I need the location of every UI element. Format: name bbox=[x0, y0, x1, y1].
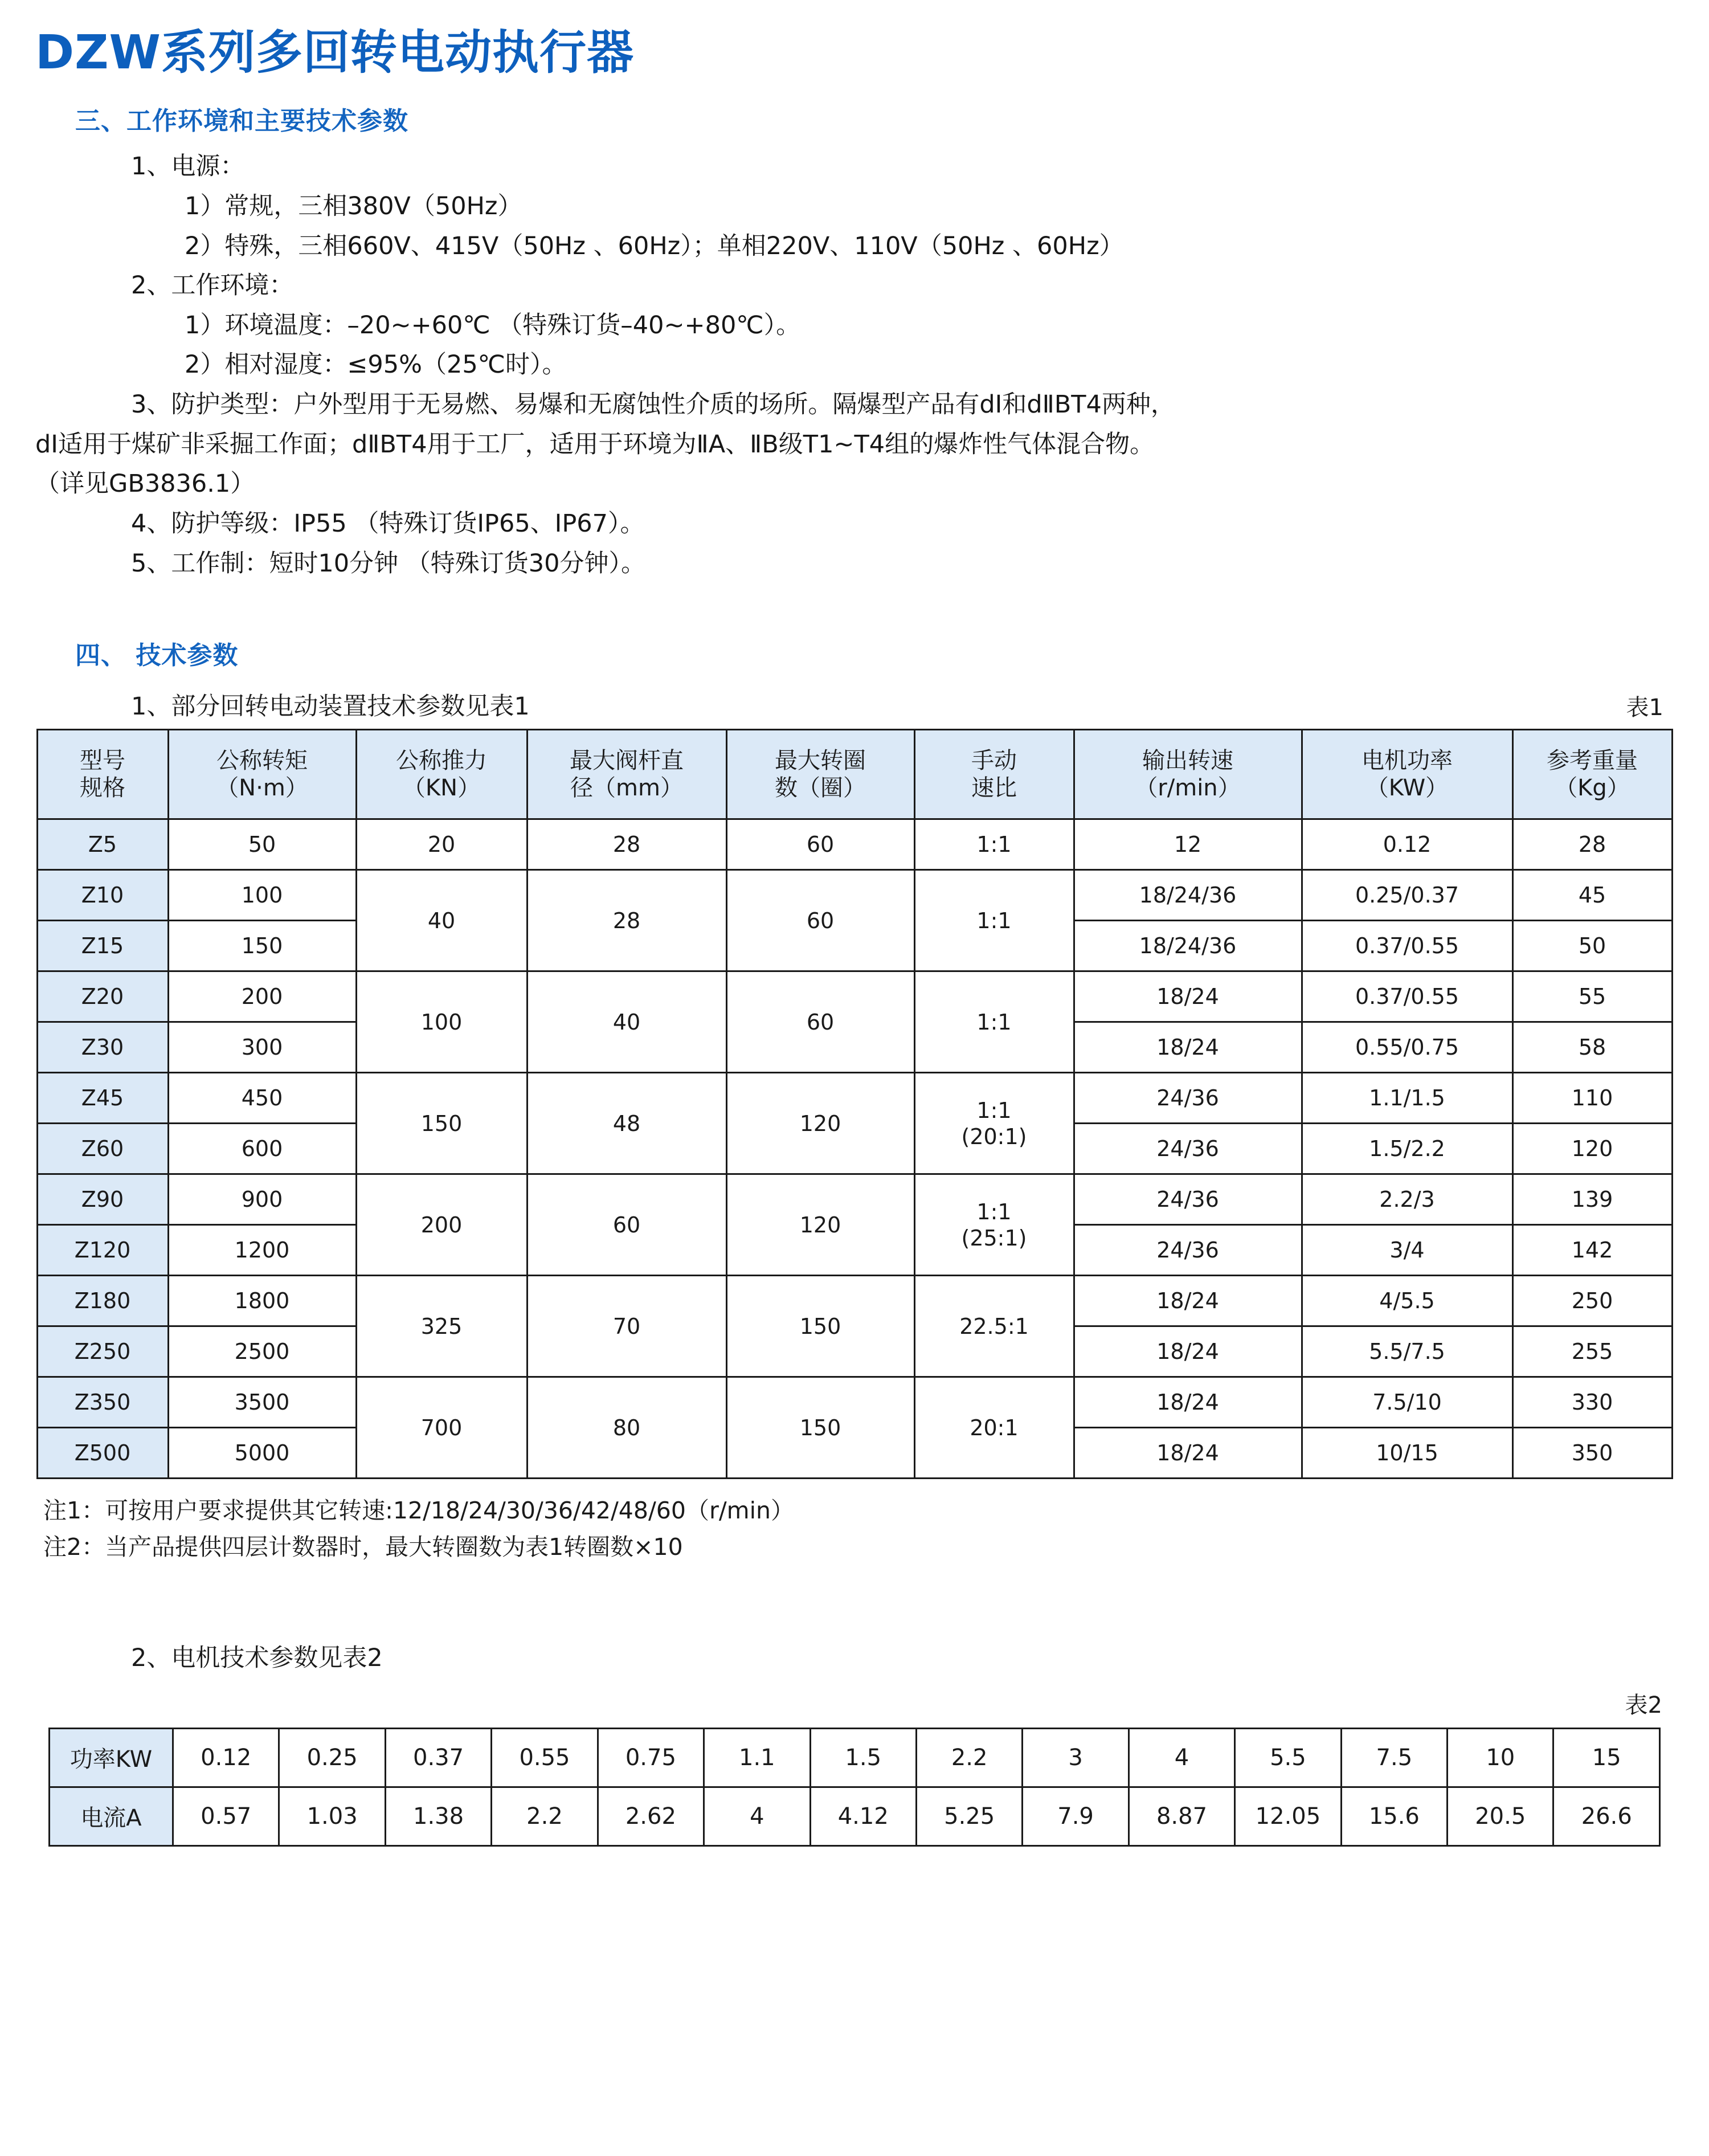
cell-motor-power-value: 15 bbox=[1553, 1728, 1660, 1787]
cell-motor-power: 0.12 bbox=[1302, 819, 1512, 870]
cell-motor-current-value: 20.5 bbox=[1448, 1787, 1553, 1845]
cell-manual-ratio: 1:1 (25:1) bbox=[914, 1174, 1074, 1276]
cell-manual-ratio: 1:1 bbox=[914, 971, 1074, 1073]
cell-torque: 3500 bbox=[168, 1377, 356, 1428]
cell-weight: 142 bbox=[1512, 1225, 1672, 1276]
section-heading-3: 三、工作环境和主要技术参数 bbox=[75, 107, 408, 136]
cell-max-turns: 60 bbox=[726, 971, 914, 1073]
cell-motor-power-value: 10 bbox=[1448, 1728, 1553, 1787]
cell-motor-power-value: 4 bbox=[1129, 1728, 1234, 1787]
relative-humidity: 2）相对湿度：≤95%（25℃时）。 bbox=[185, 350, 567, 379]
th-torque: 公称转矩 （N·m） bbox=[168, 730, 356, 819]
cell-stem-diameter: 28 bbox=[527, 870, 726, 971]
motor-table-2 bbox=[48, 1728, 1661, 1847]
protection-type-line2: dⅠ适用于煤矿非采掘工作面；dⅡBT4用于工厂，适用于环境为ⅡA、ⅡB级T1~T4组的爆炸性气体混合物。 bbox=[35, 430, 1155, 459]
cell-manual-ratio: 1:1 bbox=[914, 870, 1074, 971]
table-row bbox=[37, 971, 1672, 1022]
cell-weight: 45 bbox=[1512, 870, 1672, 921]
cell-motor-power: 10/15 bbox=[1302, 1428, 1512, 1479]
cell-motor-power-value: 5.5 bbox=[1235, 1728, 1341, 1787]
cell-motor-power-value: 0.37 bbox=[385, 1728, 491, 1787]
cell-motor-current-value: 4 bbox=[704, 1787, 810, 1845]
protection-grade: 4、防护等级：IP55 （特殊订货IP65、IP67）。 bbox=[131, 509, 645, 538]
motor-current-head: 电流A bbox=[50, 1787, 173, 1845]
motor-table-2-body bbox=[50, 1728, 1660, 1845]
cell-torque: 600 bbox=[168, 1124, 356, 1174]
cell-stem-diameter: 28 bbox=[527, 819, 726, 870]
cell-motor-power-value: 2.2 bbox=[916, 1728, 1022, 1787]
cell-motor-power-value: 3 bbox=[1023, 1728, 1129, 1787]
cell-thrust: 325 bbox=[356, 1276, 527, 1377]
table1-label: 表1 bbox=[1626, 695, 1663, 721]
power-supply-item: 1、电源： bbox=[131, 152, 245, 181]
cell-model: Z45 bbox=[37, 1073, 168, 1124]
cell-max-turns: 150 bbox=[726, 1276, 914, 1377]
th-thrust: 公称推力 （KN） bbox=[356, 730, 527, 819]
cell-thrust: 100 bbox=[356, 971, 527, 1073]
cell-weight: 55 bbox=[1512, 971, 1672, 1022]
cell-weight: 139 bbox=[1512, 1174, 1672, 1225]
table1-caption-row bbox=[35, 687, 1674, 722]
cell-output-speed: 18/24 bbox=[1074, 1428, 1302, 1479]
cell-torque: 2500 bbox=[168, 1326, 356, 1377]
protection-type-line1: 3、防护类型：户外型用于无易燃、易爆和无腐蚀性介质的场所。隔爆型产品有dⅠ和dⅡBT4两种， bbox=[131, 390, 1175, 419]
th-manual-ratio: 手动 速比 bbox=[914, 730, 1074, 819]
cell-torque: 1800 bbox=[168, 1276, 356, 1326]
cell-motor-current-value: 4.12 bbox=[810, 1787, 916, 1845]
cell-output-speed: 18/24/36 bbox=[1074, 870, 1302, 921]
cell-torque: 100 bbox=[168, 870, 356, 921]
cell-torque: 450 bbox=[168, 1073, 356, 1124]
table1-notes bbox=[35, 1493, 1674, 1565]
th-model: 型号 规格 bbox=[37, 730, 168, 819]
cell-output-speed: 24/36 bbox=[1074, 1174, 1302, 1225]
cell-weight: 28 bbox=[1512, 819, 1672, 870]
motor-current-row bbox=[50, 1787, 1660, 1845]
cell-motor-current-value: 1.38 bbox=[385, 1787, 491, 1845]
table-header-row bbox=[37, 730, 1672, 819]
section-heading-4: 四、 技术参数 bbox=[75, 641, 239, 671]
cell-motor-current-value: 2.2 bbox=[492, 1787, 598, 1845]
cell-motor-power-value: 1.5 bbox=[810, 1728, 916, 1787]
cell-motor-power: 7.5/10 bbox=[1302, 1377, 1512, 1428]
cell-max-turns: 150 bbox=[726, 1377, 914, 1479]
spec-table-1-body bbox=[37, 819, 1672, 1479]
cell-motor-power: 3/4 bbox=[1302, 1225, 1512, 1276]
duty-cycle: 5、工作制：短时10分钟 （特殊订货30分钟）。 bbox=[131, 549, 645, 578]
cell-model: Z60 bbox=[37, 1124, 168, 1174]
th-motor-power: 电机功率 （KW） bbox=[1302, 730, 1512, 819]
cell-thrust: 20 bbox=[356, 819, 527, 870]
cell-motor-current-value: 7.9 bbox=[1023, 1787, 1129, 1845]
power-supply-special: 2）特殊，三相660V、415V（50Hz 、60Hz）；单相220V、110V（50Hz 、60Hz） bbox=[185, 231, 1124, 260]
table-row bbox=[37, 1276, 1672, 1326]
cell-motor-current-value: 1.03 bbox=[279, 1787, 385, 1845]
cell-thrust: 200 bbox=[356, 1174, 527, 1276]
cell-stem-diameter: 48 bbox=[527, 1073, 726, 1174]
cell-model: Z10 bbox=[37, 870, 168, 921]
cell-motor-power: 4/5.5 bbox=[1302, 1276, 1512, 1326]
cell-thrust: 150 bbox=[356, 1073, 527, 1174]
cell-weight: 250 bbox=[1512, 1276, 1672, 1326]
cell-weight: 50 bbox=[1512, 921, 1672, 971]
cell-max-turns: 60 bbox=[726, 870, 914, 971]
cell-motor-current-value: 2.62 bbox=[598, 1787, 704, 1845]
cell-motor-power: 0.55/0.75 bbox=[1302, 1022, 1512, 1073]
cell-motor-power-value: 0.12 bbox=[173, 1728, 279, 1787]
cell-output-speed: 18/24 bbox=[1074, 1022, 1302, 1073]
cell-motor-power: 2.2/3 bbox=[1302, 1174, 1512, 1225]
motor-power-row bbox=[50, 1728, 1660, 1787]
cell-thrust: 700 bbox=[356, 1377, 527, 1479]
cell-output-speed: 18/24 bbox=[1074, 971, 1302, 1022]
cell-motor-current-value: 26.6 bbox=[1553, 1787, 1660, 1845]
cell-motor-current-value: 0.57 bbox=[173, 1787, 279, 1845]
cell-model: Z180 bbox=[37, 1276, 168, 1326]
cell-output-speed: 18/24 bbox=[1074, 1377, 1302, 1428]
motor-power-head: 功率KW bbox=[50, 1728, 173, 1787]
table-row bbox=[37, 1377, 1672, 1428]
th-max-turns: 最大转圈 数（圈） bbox=[726, 730, 914, 819]
cell-model: Z15 bbox=[37, 921, 168, 971]
cell-output-speed: 24/36 bbox=[1074, 1124, 1302, 1174]
cell-motor-power: 1.5/2.2 bbox=[1302, 1124, 1512, 1174]
protection-type-line3: （详见GB3836.1） bbox=[35, 469, 255, 499]
cell-torque: 200 bbox=[168, 971, 356, 1022]
table2-label: 表2 bbox=[1625, 1692, 1662, 1718]
cell-weight: 255 bbox=[1512, 1326, 1672, 1377]
table1-caption: 1、部分回转电动装置技术参数见表1 bbox=[131, 692, 530, 721]
cell-motor-power: 5.5/7.5 bbox=[1302, 1326, 1512, 1377]
cell-motor-power-value: 1.1 bbox=[704, 1728, 810, 1787]
cell-weight: 330 bbox=[1512, 1377, 1672, 1428]
cell-motor-power-value: 0.25 bbox=[279, 1728, 385, 1787]
cell-weight: 120 bbox=[1512, 1124, 1672, 1174]
cell-torque: 150 bbox=[168, 921, 356, 971]
cell-torque: 900 bbox=[168, 1174, 356, 1225]
cell-motor-power: 1.1/1.5 bbox=[1302, 1073, 1512, 1124]
cell-motor-power-value: 0.55 bbox=[492, 1728, 598, 1787]
table1-note-1: 注1：可按用户要求提供其它转速:12/18/24/30/36/42/48/60（r/min） bbox=[43, 1497, 794, 1525]
cell-model: Z250 bbox=[37, 1326, 168, 1377]
cell-motor-current-value: 15.6 bbox=[1341, 1787, 1447, 1845]
th-weight: 参考重量 （Kg） bbox=[1512, 730, 1672, 819]
page-title: DZW系列多回转电动执行器 bbox=[35, 26, 634, 80]
cell-model: Z90 bbox=[37, 1174, 168, 1225]
cell-stem-diameter: 80 bbox=[527, 1377, 726, 1479]
table1-note-2: 注2：当产品提供四层计数器时，最大转圈数为表1转圈数×10 bbox=[43, 1533, 683, 1561]
table-row bbox=[37, 1174, 1672, 1225]
table2-caption: 2、电机技术参数见表2 bbox=[131, 1643, 383, 1672]
cell-torque: 300 bbox=[168, 1022, 356, 1073]
cell-model: Z5 bbox=[37, 819, 168, 870]
working-env-item: 2、工作环境： bbox=[131, 271, 294, 300]
cell-output-speed: 18/24 bbox=[1074, 1276, 1302, 1326]
cell-model: Z350 bbox=[37, 1377, 168, 1428]
cell-stem-diameter: 60 bbox=[527, 1174, 726, 1276]
cell-model: Z500 bbox=[37, 1428, 168, 1479]
cell-motor-power: 0.37/0.55 bbox=[1302, 921, 1512, 971]
cell-model: Z120 bbox=[37, 1225, 168, 1276]
th-stem-diameter: 最大阀杆直 径（mm） bbox=[527, 730, 726, 819]
cell-max-turns: 60 bbox=[726, 819, 914, 870]
cell-weight: 110 bbox=[1512, 1073, 1672, 1124]
cell-output-speed: 12 bbox=[1074, 819, 1302, 870]
cell-stem-diameter: 40 bbox=[527, 971, 726, 1073]
power-supply-standard: 1）常规，三相380V（50Hz） bbox=[185, 191, 522, 220]
cell-output-speed: 24/36 bbox=[1074, 1225, 1302, 1276]
cell-motor-current-value: 8.87 bbox=[1129, 1787, 1234, 1845]
cell-weight: 58 bbox=[1512, 1022, 1672, 1073]
cell-torque: 1200 bbox=[168, 1225, 356, 1276]
cell-manual-ratio: 1:1 bbox=[914, 819, 1074, 870]
cell-max-turns: 120 bbox=[726, 1174, 914, 1276]
ambient-temperature: 1）环境温度：–20~+60℃ （特殊订货–40~+80℃）。 bbox=[185, 311, 801, 340]
cell-thrust: 40 bbox=[356, 870, 527, 971]
cell-torque: 5000 bbox=[168, 1428, 356, 1479]
spec-table-1 bbox=[36, 729, 1673, 1479]
table-row bbox=[37, 819, 1672, 870]
cell-output-speed: 18/24 bbox=[1074, 1326, 1302, 1377]
cell-manual-ratio: 1:1 (20:1) bbox=[914, 1073, 1074, 1174]
cell-weight: 350 bbox=[1512, 1428, 1672, 1479]
cell-manual-ratio: 20:1 bbox=[914, 1377, 1074, 1479]
cell-stem-diameter: 70 bbox=[527, 1276, 726, 1377]
table-row bbox=[37, 870, 1672, 921]
cell-manual-ratio: 22.5:1 bbox=[914, 1276, 1074, 1377]
cell-motor-current-value: 5.25 bbox=[916, 1787, 1022, 1845]
cell-max-turns: 120 bbox=[726, 1073, 914, 1174]
cell-model: Z20 bbox=[37, 971, 168, 1022]
cell-motor-power: 0.25/0.37 bbox=[1302, 870, 1512, 921]
cell-motor-current-value: 12.05 bbox=[1235, 1787, 1341, 1845]
cell-motor-power-value: 7.5 bbox=[1341, 1728, 1447, 1787]
cell-model: Z30 bbox=[37, 1022, 168, 1073]
th-output-speed: 输出转速 （r/min） bbox=[1074, 730, 1302, 819]
cell-output-speed: 18/24/36 bbox=[1074, 921, 1302, 971]
table-row bbox=[37, 1073, 1672, 1124]
cell-torque: 50 bbox=[168, 819, 356, 870]
cell-motor-power: 0.37/0.55 bbox=[1302, 971, 1512, 1022]
cell-motor-power-value: 0.75 bbox=[598, 1728, 704, 1787]
cell-output-speed: 24/36 bbox=[1074, 1073, 1302, 1124]
